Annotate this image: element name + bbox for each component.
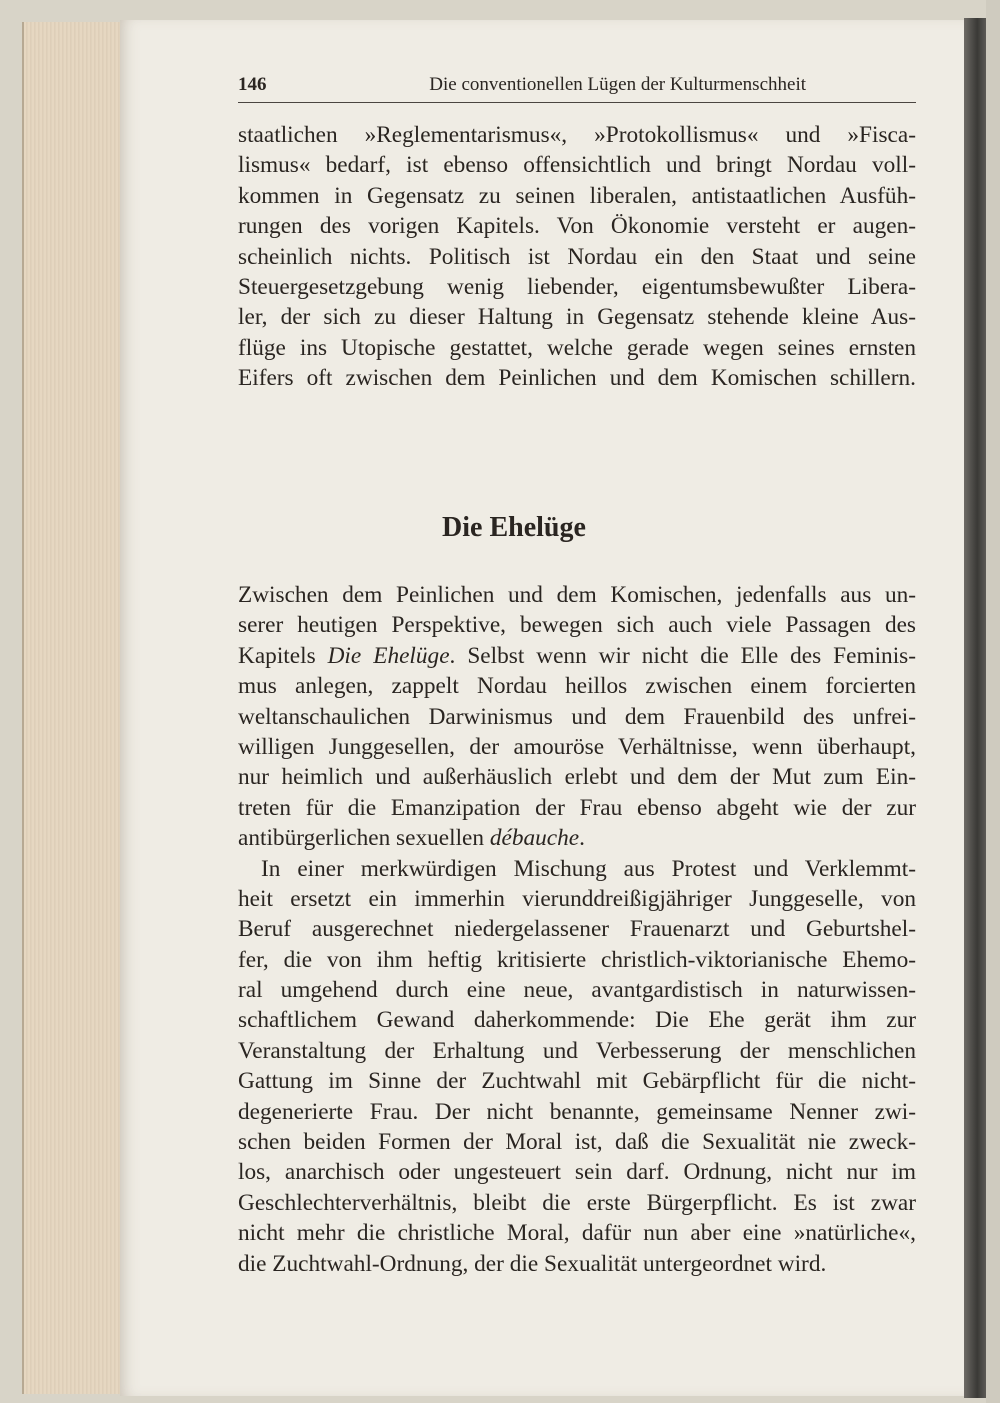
text-run: antibürgerlichen sexuellen [238, 825, 490, 852]
page-header [238, 72, 916, 103]
text-run: Kapitels [238, 642, 328, 669]
text-line: Eifers oft zwischen dem Peinlichen und dem Komischen schillern. [238, 365, 916, 392]
text-line: heit ersetzt ein immerhin vierunddreißigjähriger Junggeselle, von [238, 885, 916, 912]
text-line: Beruf ausgerechnet niedergelassener Frauenarzt und Geburtshel- [238, 916, 916, 943]
page-edges [22, 22, 126, 1394]
book-spine-shadow [964, 18, 986, 1398]
text-run: . [579, 825, 585, 852]
paragraph-2-and-3 [238, 580, 916, 1279]
text-line [238, 823, 916, 853]
text-line: ral umgehend durch eine neue, avantgardistisch in naturwissen- [238, 977, 916, 1004]
text-run: . Selbst wenn wir nicht die Elle des Feminis- [449, 642, 916, 669]
running-title: Die conventionellen Lügen der Kulturmenschheit [429, 74, 806, 95]
text-line: staatlichen »Reglementarismus«, »Protokollismus« und »Fisca- [238, 122, 916, 148]
text-line: Zwischen dem Peinlichen und dem Komischen, jedenfalls aus un- [238, 582, 916, 608]
text-line: weltanschaulichen Darwinismus und dem Frauenbild des unfrei- [238, 703, 916, 730]
scan-margin [986, 0, 1000, 1403]
text-line: kommen in Gegensatz zu seinen liberalen, antistaatlichen Ausfüh- [238, 182, 916, 209]
text-line: Gattung im Sinne der Zuchtwahl mit Gebärpflicht für die nicht- [238, 1068, 916, 1095]
text-line: nicht mehr die christliche Moral, dafür nun aber eine »natürliche«, [238, 1220, 916, 1247]
text-line: scheinlich nichts. Politisch ist Nordau ein den Staat und seine [238, 243, 916, 270]
text-line: fer, die von ihm heftig kritisierte christlich-viktorianische Ehemo- [238, 946, 916, 973]
text-line: lismus« bedarf, ist ebenso offensichtlich und bringt Nordau voll- [238, 152, 916, 179]
text-line: serer heutigen Perspektive, bewegen sich auch viele Passagen des [238, 612, 916, 639]
text-line: ler, der sich zu dieser Haltung in Gegensatz stehende kleine Aus- [238, 304, 916, 331]
text-line: flüge ins Utopische gestattet, welche gerade wegen seines ernsten [238, 334, 916, 361]
section-heading-text: Die Ehelüge [442, 512, 586, 543]
page-number: 146 [238, 74, 267, 95]
text-line: treten für die Emanzipation der Frau ebenso abgeht wie der zur [238, 794, 916, 821]
text-line: Geschlechterverhältnis, bleibt die erste Bürgerpflicht. Es ist zwar [238, 1189, 916, 1216]
italic-term: débauche [489, 825, 580, 852]
book-chapter-title: Die Ehelüge [327, 642, 450, 669]
text-line: rungen des vorigen Kapitels. Von Ökonomie versteht er augen- [238, 213, 916, 240]
text-line: mus anlegen, zappelt Nordau heillos zwischen einem forcierten [238, 673, 916, 700]
section-heading [238, 512, 916, 544]
text-line: los, anarchisch oder ungesteuert sein darf. Ordnung, nicht nur im [238, 1159, 916, 1186]
text-line [238, 641, 916, 671]
text-line: Steuergesetzgebung wenig liebender, eigentumsbewußter Libera- [238, 273, 916, 300]
text-line: degenerierte Frau. Der nicht benannte, gemeinsame Nenner zwi- [238, 1098, 916, 1125]
text-line: Veranstaltung der Erhaltung und Verbesserung der menschlichen [238, 1037, 916, 1064]
text-line: nur heimlich und außerhäuslich erlebt und dem der Mut zum Ein- [238, 764, 916, 791]
text-line: schen beiden Formen der Moral ist, daß die Sexualität nie zweck- [238, 1129, 916, 1156]
text-line: In einer merkwürdigen Mischung aus Protest und Verklemmt- [261, 855, 916, 882]
text-line: die Zuchtwahl-Ordnung, der die Sexualität untergeordnet wird. [238, 1250, 827, 1277]
paragraph-1 [238, 120, 916, 394]
text-line: willigen Junggesellen, der amouröse Verhältnisse, wenn überhaupt, [238, 733, 916, 760]
text-line: schaftlichem Gewand daherkommende: Die Ehe gerät ihm zur [238, 1007, 916, 1034]
